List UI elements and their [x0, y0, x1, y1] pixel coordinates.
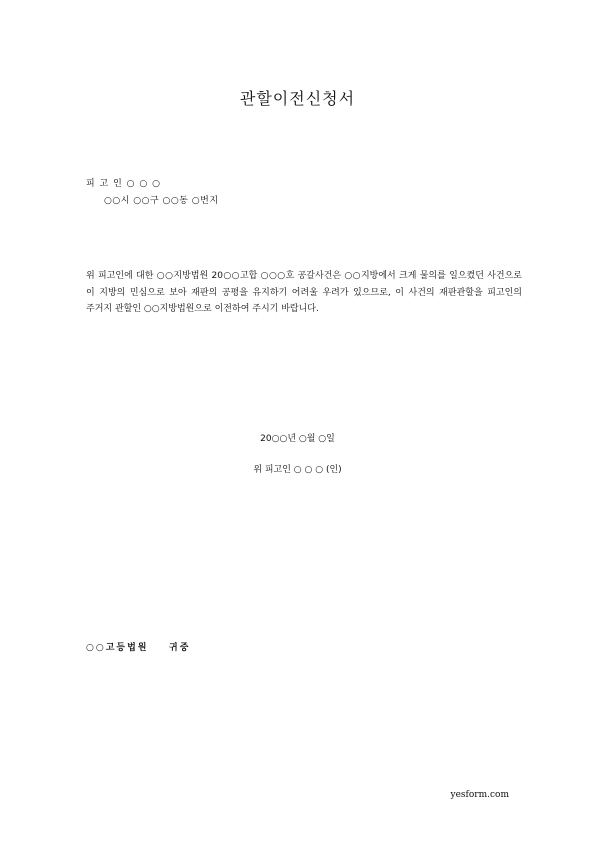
- petition-body: 위 피고인에 대한 ○○지방법원 20○○고합 ○○○호 공갈사건은 ○○지방에서 크게 물의를 일으켰던 사건으로 이 지방의 민심으로 보아 재판의 공평을 유지하기 어려울 우려가 있으므로, 이 사건의 재판관할을 피고인의 주거지 관할인 ○○지방법원으로 이전하여 주시기 바랍니다.: [86, 271, 522, 314]
- court-addressee: ○○고등법원 귀중: [86, 643, 191, 653]
- document-title: 관할이전신청서: [239, 89, 356, 108]
- footer-site-link[interactable]: yesform.com: [450, 790, 509, 800]
- petition-date: 20○○년 ○월 ○일: [260, 434, 335, 444]
- petitioner-signature: 위 피고인 ○ ○ ○ (인): [253, 465, 342, 475]
- defendant-address: ○○시 ○○구 ○○동 ○번지: [104, 196, 219, 206]
- defendant-name: 피 고 인 ○ ○ ○: [86, 179, 161, 189]
